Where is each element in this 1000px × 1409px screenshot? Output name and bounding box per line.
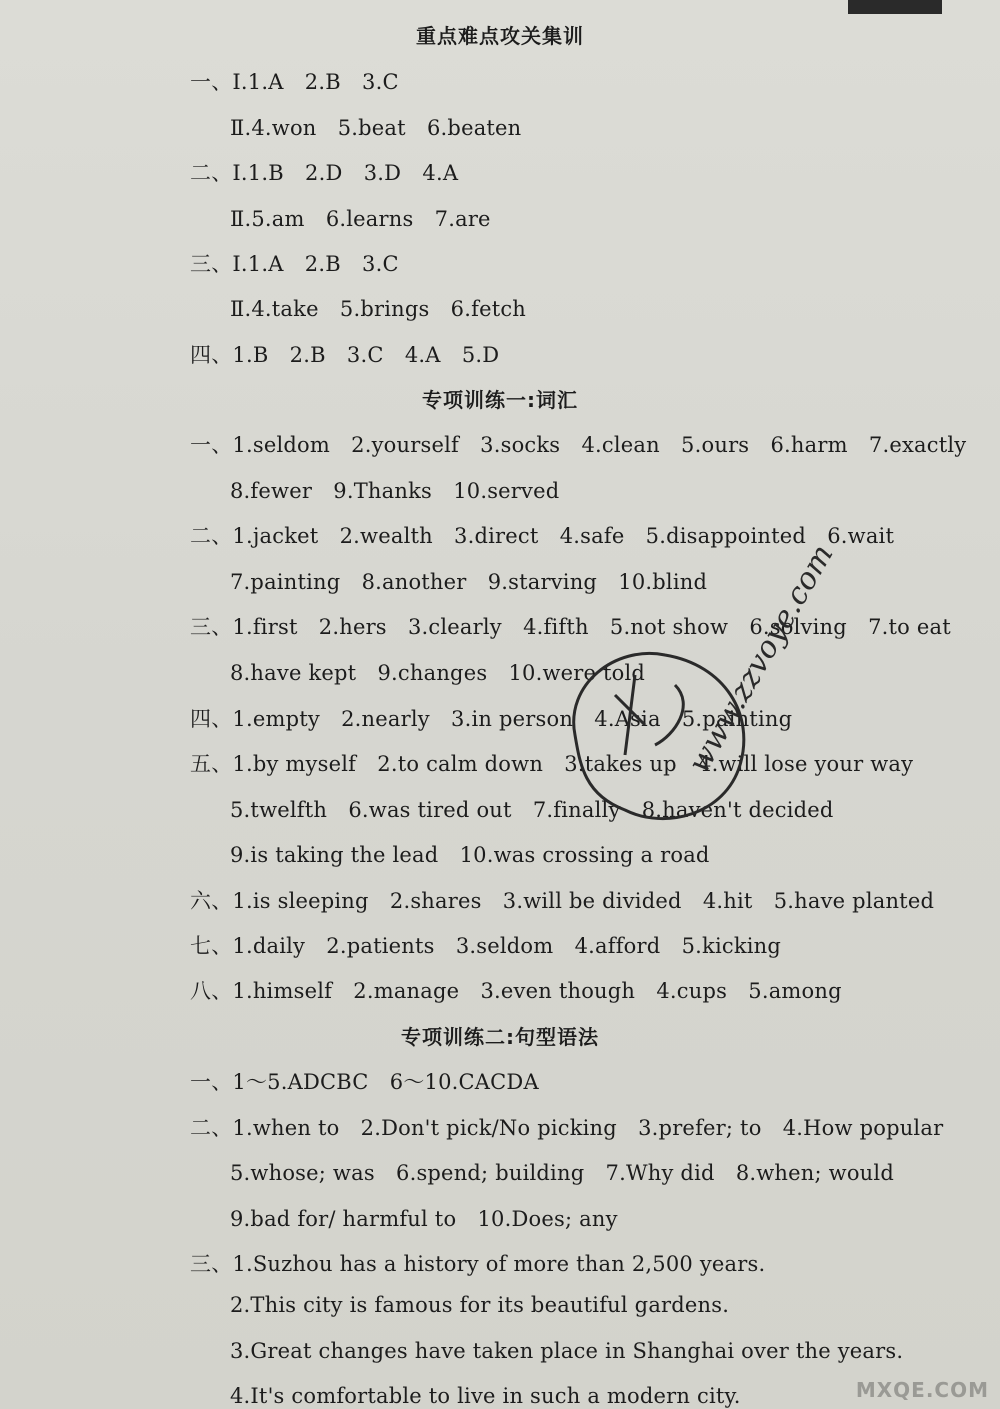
section-title-2: 专项训练一:词汇 xyxy=(422,388,578,412)
answer-line: 9.bad for/ harmful to 10.Does; any xyxy=(230,1207,618,1231)
answer-line: 7.painting 8.another 9.starving 10.blind xyxy=(230,570,708,594)
section-title-3: 专项训练二:句型语法 xyxy=(401,1025,599,1049)
answer-line: 9.is taking the lead 10.was crossing a road xyxy=(230,843,710,867)
answer-line: 四、1.B 2.B 3.C 4.A 5.D xyxy=(190,343,500,367)
answer-line: 二、1.jacket 2.wealth 3.direct 4.safe 5.disappointed 6.wait xyxy=(190,524,895,548)
answer-line: Ⅱ.4.take 5.brings 6.fetch xyxy=(230,297,527,321)
section-title-1: 重点难点攻关集训 xyxy=(416,24,584,48)
watermark-text: www.zzvoye.com xyxy=(681,538,841,779)
handwritten-watermark-icon xyxy=(555,538,841,845)
answer-line: Ⅱ.4.won 5.beat 6.beaten xyxy=(230,116,522,140)
answer-line: 一、1.seldom 2.yourself 3.socks 4.clean 5.ours 6.harm 7.exactly xyxy=(190,433,967,457)
answer-line: 8.have kept 9.changes 10.were told xyxy=(230,661,646,685)
answer-line: 四、1.empty 2.nearly 3.in person 4.Asia 5.painting xyxy=(190,707,793,731)
answer-line: 五、1.by myself 2.to calm down 3.takes up 4.will lose your way xyxy=(190,752,914,776)
brand-text: MXQE.COM xyxy=(855,1378,989,1402)
answer-line: 三、1.Suzhou has a history of more than 2,500 years. xyxy=(190,1252,766,1276)
answer-line: 8.fewer 9.Thanks 10.served xyxy=(230,479,560,503)
answer-line: 一、1～5.ADCBC 6～10.CACDA xyxy=(190,1070,539,1094)
answer-line: 二、Ⅰ.1.B 2.D 3.D 4.A xyxy=(190,161,459,185)
answer-line: 七、1.daily 2.patients 3.seldom 4.afford 5.kicking xyxy=(190,934,782,958)
answer-line: 三、Ⅰ.1.A 2.B 3.C xyxy=(190,252,399,276)
answer-line: 三、1.first 2.hers 3.clearly 4.fifth 5.not show 6.solving 7.to eat xyxy=(190,615,951,639)
answer-line: 4.It's comfortable to live in such a modern city. xyxy=(230,1384,741,1408)
answer-line: 2.This city is famous for its beautiful gardens. xyxy=(230,1293,730,1317)
page-corner-mark xyxy=(848,0,942,14)
answer-line: 一、Ⅰ.1.A 2.B 3.C xyxy=(190,70,399,94)
answer-line: 5.twelfth 6.was tired out 7.finally 8.haven't decided xyxy=(230,798,834,822)
answer-line: 二、1.when to 2.Don't pick/No picking 3.prefer; to 4.How popular xyxy=(190,1116,944,1140)
answer-line: Ⅱ.5.am 6.learns 7.are xyxy=(230,207,491,231)
brand-logo xyxy=(815,1340,995,1406)
answer-line: 八、1.himself 2.manage 3.even though 4.cups 5.among xyxy=(190,979,842,1003)
answer-line: 3.Great changes have taken place in Shanghai over the years. xyxy=(230,1339,904,1363)
answer-line: 5.whose; was 6.spend; building 7.Why did 8.when; would xyxy=(230,1161,894,1185)
answer-line: 六、1.is sleeping 2.shares 3.will be divided 4.hit 5.have planted xyxy=(190,889,935,913)
